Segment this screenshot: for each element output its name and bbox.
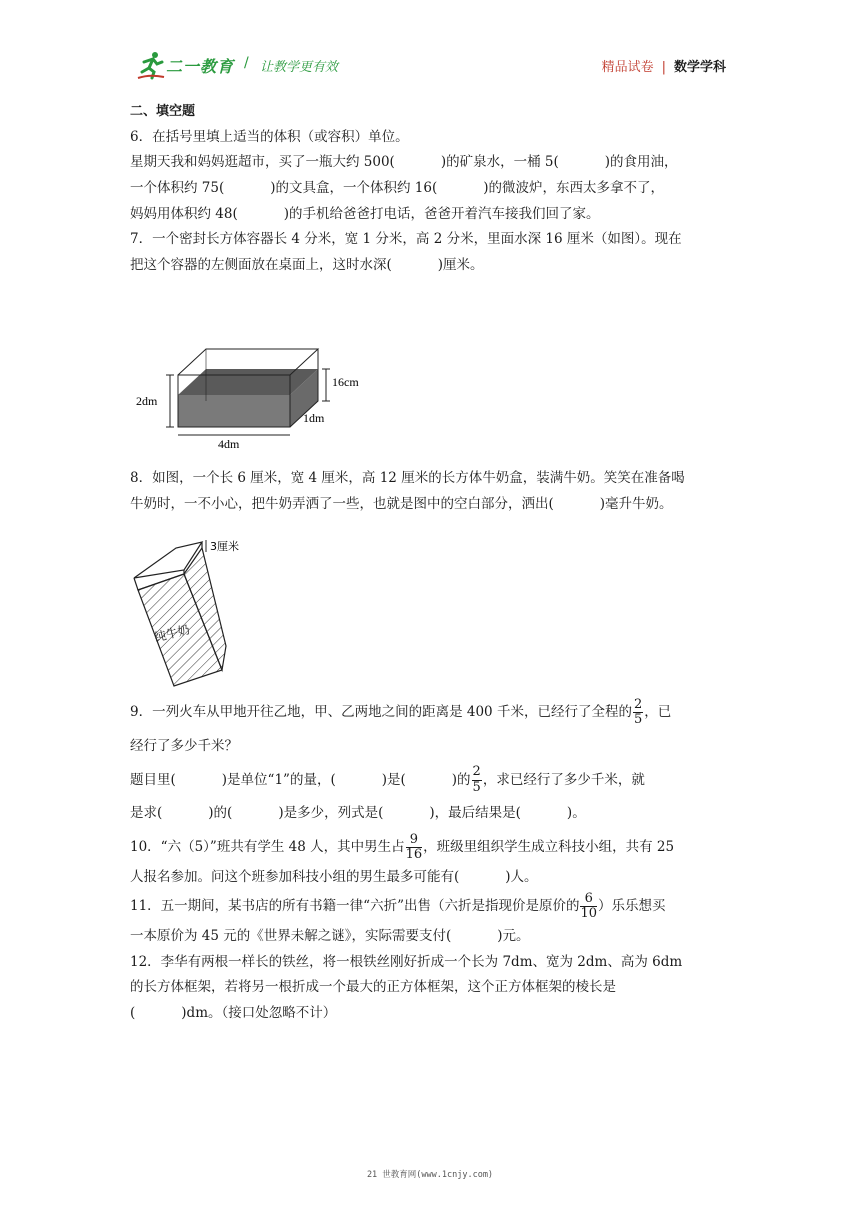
worksheet-content bbox=[130, 100, 730, 279]
text: )是单位“1”的量，( bbox=[221, 771, 336, 788]
height-label: 2dm bbox=[136, 394, 158, 408]
worksheet-content-q8 bbox=[130, 466, 730, 517]
q11-line-2 bbox=[130, 924, 730, 950]
q9-line-4 bbox=[130, 797, 730, 831]
q8-milk-carton-figure bbox=[130, 530, 270, 690]
q7-line-2 bbox=[130, 253, 730, 279]
length-label: 4dm bbox=[218, 437, 240, 450]
text: )是多少，列式是( bbox=[278, 805, 384, 822]
worksheet-content-q9-q12 bbox=[130, 696, 730, 1027]
q6-stem: 6．在括号里填上适当的体积（或容积）单位。 bbox=[130, 128, 409, 145]
q9-line-3 bbox=[130, 764, 730, 798]
logo-brand: 二一教育 bbox=[166, 57, 235, 76]
text: 10．“六（5）”班共有学生 48 人，其中男生占 bbox=[130, 839, 405, 855]
text: )的微波炉，东西太多拿不了， bbox=[483, 179, 665, 196]
text: )的( bbox=[208, 805, 233, 822]
text: 9．一列火车从甲地开往乙地，甲、乙两地之间的距离是 400 千米，已经行了全程的 bbox=[130, 704, 632, 720]
header-separator: | bbox=[661, 60, 666, 75]
fraction-denominator: 5 bbox=[472, 779, 481, 795]
text: 牛奶时，一不小心，把牛奶弄洒了一些，也就是图中的空白部分，洒出( bbox=[130, 495, 554, 512]
q6-line-3 bbox=[130, 202, 730, 228]
q7-line-1: 7．一个密封长方体容器长 4 分米，宽 1 分米，高 2 分米，里面水深 16 厘米（如图）。现在 bbox=[130, 231, 682, 248]
page-footer: 21 世教育网(www.1cnjy.com) bbox=[366, 1170, 494, 1180]
text: )的食用油， bbox=[604, 154, 678, 171]
text: )。 bbox=[566, 805, 586, 822]
q12-line-2: 的长方体框架，若将另一根折成一个最大的正方体框架，这个正方体框架的棱长是 bbox=[130, 979, 616, 996]
text: )的矿泉水，一桶 5( bbox=[440, 154, 559, 171]
fraction-denominator: 5 bbox=[633, 712, 643, 727]
water-front-face bbox=[178, 395, 290, 427]
header-tag: 精品试卷 bbox=[601, 60, 654, 75]
text: )厘米。 bbox=[437, 256, 484, 273]
fraction bbox=[580, 892, 597, 922]
gap-label: 3厘米 bbox=[210, 540, 239, 553]
page-header bbox=[0, 0, 860, 90]
fraction bbox=[633, 698, 643, 728]
text: )毫升牛奶。 bbox=[599, 495, 673, 512]
fraction-numerator: 6 bbox=[580, 892, 597, 907]
runner-logo-icon bbox=[136, 50, 166, 80]
fraction bbox=[406, 833, 423, 863]
text: 题目里( bbox=[130, 771, 176, 788]
fraction-numerator: 2 bbox=[633, 696, 643, 712]
q11-line-1 bbox=[130, 890, 730, 924]
text: 人报名参加。问这个班参加科技小组的男生最多可能有( bbox=[130, 868, 460, 885]
logo-slogan: 让教学更有效 bbox=[260, 60, 339, 75]
water-depth-label: 16cm bbox=[332, 375, 359, 389]
fraction bbox=[472, 765, 482, 795]
text: )的 bbox=[451, 771, 471, 788]
fraction-denominator: 10 bbox=[580, 906, 598, 922]
text: 一个体积约 75( bbox=[130, 179, 225, 196]
text: ，求已经行了多少千米，就 bbox=[482, 771, 645, 788]
section-title: 二、填空题 bbox=[130, 104, 196, 119]
fraction-numerator: 9 bbox=[406, 833, 423, 848]
text: 11．五一期间，某书店的所有书籍一律“六折”出售（六折是指现价是原价的 bbox=[130, 898, 580, 915]
fraction-numerator: 2 bbox=[472, 764, 481, 780]
fraction-denominator: 16 bbox=[405, 847, 423, 862]
q6-line-2 bbox=[130, 176, 730, 202]
text: 一本原价为 45 元的《世界未解之谜》，实际需要支付( bbox=[130, 928, 452, 945]
q7-container-figure bbox=[130, 345, 380, 450]
text: ，已 bbox=[644, 704, 672, 720]
header-right bbox=[602, 56, 726, 75]
text: 把这个容器的左侧面放在桌面上，这时水深( bbox=[130, 256, 392, 273]
q12-line-3 bbox=[130, 1001, 730, 1027]
header-subject: 数学学科 bbox=[673, 60, 726, 75]
text: )是( bbox=[381, 771, 406, 788]
q9-line-2: 经行了多少千米？ bbox=[130, 737, 238, 754]
q12-line-1: 12．李华有两根一样长的铁丝，将一根铁丝刚好折成一个长为 7dm、宽为 2dm、高为 6dm bbox=[130, 953, 683, 970]
text: )人。 bbox=[505, 868, 538, 885]
text: )元。 bbox=[497, 928, 530, 945]
text: )的文具盒，一个体积约 16( bbox=[270, 179, 438, 196]
width-label: 1dm bbox=[303, 411, 325, 425]
q9-line-1 bbox=[130, 696, 730, 730]
logo bbox=[136, 50, 376, 82]
q6-line-1 bbox=[130, 150, 730, 176]
q10-line-2 bbox=[130, 865, 730, 891]
text: )的手机给爸爸打电话，爸爸开着汽车接我们回了家。 bbox=[283, 205, 600, 222]
logo-divider: / bbox=[244, 55, 249, 71]
text: ( bbox=[130, 1005, 136, 1022]
q8-line-1: 8．如图，一个长 6 厘米，宽 4 厘米，高 12 厘米的长方体牛奶盒，装满牛奶。笑笑在准备喝 bbox=[130, 470, 685, 486]
text: 星期天我和妈妈逛超市，买了一瓶大约 500( bbox=[130, 154, 395, 171]
text: 妈妈用体积约 48( bbox=[130, 205, 238, 222]
text: ）乐乐想买 bbox=[598, 898, 666, 915]
text: ，班级里组织学生成立科技小组，共有 25 bbox=[423, 839, 675, 855]
q8-line-2 bbox=[130, 492, 730, 518]
text: )dm。（接口处忽略不计） bbox=[181, 1005, 337, 1022]
q10-line-1 bbox=[130, 831, 730, 865]
text: )，最后结果是( bbox=[429, 805, 521, 822]
text: 是求( bbox=[130, 805, 163, 822]
carton-label: 纯牛奶 bbox=[152, 622, 192, 645]
